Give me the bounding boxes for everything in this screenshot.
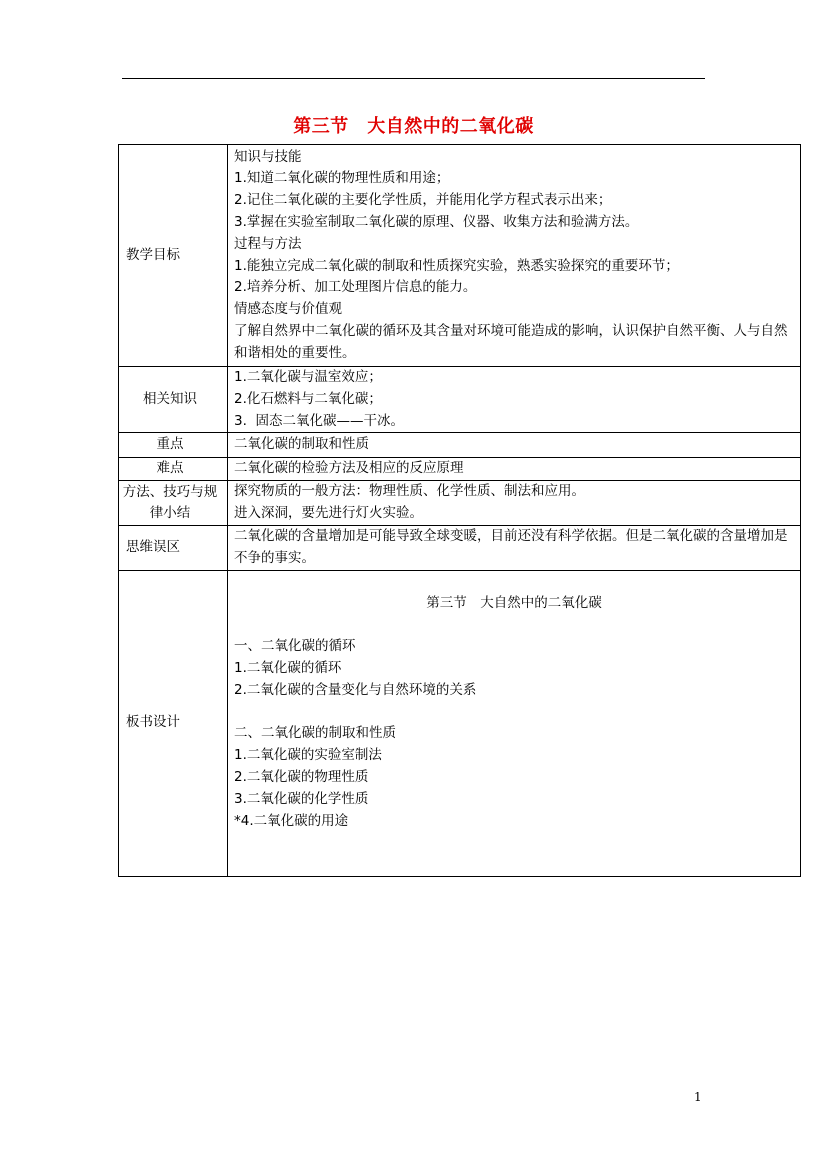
objectives-line: 了解自然界中二氧化碳的循环及其含量对环境可能造成的影响，认识保护自然平衡、人与自然和谐相处的重要性。: [234, 322, 788, 361]
objectives-content: [228, 145, 801, 367]
board-content: [228, 570, 801, 876]
board-line: 1.二氧化碳的循环: [234, 659, 342, 676]
objectives-line: 2.记住二氧化碳的主要化学性质，并能用化学方程式表示出来；: [234, 192, 612, 209]
objectives-line: 1.能独立完成二氧化碳的制取和性质探究实验，熟悉实验探究的重要环节；: [234, 257, 679, 274]
board-title: 第三节 大自然中的二氧化碳: [426, 594, 602, 611]
methods-content: [228, 481, 801, 526]
row-label-methods: 方法、技巧与规律小结: [119, 481, 228, 526]
objectives-line: 2.培养分析、加工处理图片信息的能力。: [234, 279, 477, 296]
methods-line: 进入深洞，要先进行灯火实验。: [234, 505, 423, 522]
objectives-line: 1.知道二氧化碳的物理性质和用途；: [234, 170, 450, 187]
table-row-key-points: [119, 433, 801, 458]
related-line: 3. 固态二氧化碳——干冰。: [234, 412, 404, 429]
document-title: 第三节 大自然中的二氧化碳: [293, 116, 534, 137]
table-row-objectives: [119, 145, 801, 367]
board-line: 一、二氧化碳的循环: [234, 638, 356, 655]
board-line: 2.二氧化碳的含量变化与自然环境的关系: [234, 681, 477, 698]
lesson-plan-table: [118, 144, 801, 877]
objectives-line: 情感态度与价值观: [234, 301, 342, 318]
row-label-key-points: 重点: [119, 433, 228, 458]
board-line: 3.二氧化碳的化学性质: [234, 790, 369, 807]
related-line: 2.化石燃料与二氧化碳；: [234, 390, 382, 407]
board-line: *4.二氧化碳的用途: [234, 812, 349, 829]
table-row-board: [119, 570, 801, 876]
page-number: 1: [694, 1090, 702, 1104]
row-label-related: 相关知识: [119, 367, 228, 433]
row-label-objectives: 教学目标: [119, 145, 228, 367]
table-row-difficulties: [119, 458, 801, 481]
header-rule: [122, 78, 705, 79]
row-label-board: 板书设计: [119, 570, 228, 876]
misconceptions-content: 二氧化碳的含量增加是可能导致全球变暖，目前还没有科学依据。但是二氧化碳的含量增加是不争的事实。: [228, 525, 801, 570]
objectives-line: 过程与方法: [234, 235, 302, 252]
board-line: 二、二氧化碳的制取和性质: [234, 725, 396, 742]
board-line: 1.二氧化碳的实验室制法: [234, 747, 382, 764]
related-line: 1.二氧化碳与温室效应；: [234, 369, 382, 385]
related-content: [228, 367, 801, 433]
table-row-methods: [119, 481, 801, 526]
board-line: 2.二氧化碳的物理性质: [234, 768, 369, 785]
board-spacer: [234, 702, 794, 724]
methods-line: 探究物质的一般方法：物理性质、化学性质、制法和应用。: [234, 483, 585, 500]
row-label-difficulties: 难点: [119, 458, 228, 481]
key-points-content: 二氧化碳的制取和性质: [228, 433, 801, 458]
table-row-related: [119, 367, 801, 433]
objectives-line: 知识与技能: [234, 148, 302, 165]
difficulties-content: 二氧化碳的检验方法及相应的反应原理: [228, 458, 801, 481]
table-row-misconceptions: [119, 525, 801, 570]
board-spacer: [234, 614, 794, 636]
row-label-misconceptions: 思维误区: [119, 525, 228, 570]
objectives-line: 3.掌握在实验室制取二氧化碳的原理、仪器、收集方法和验满方法。: [234, 213, 639, 230]
